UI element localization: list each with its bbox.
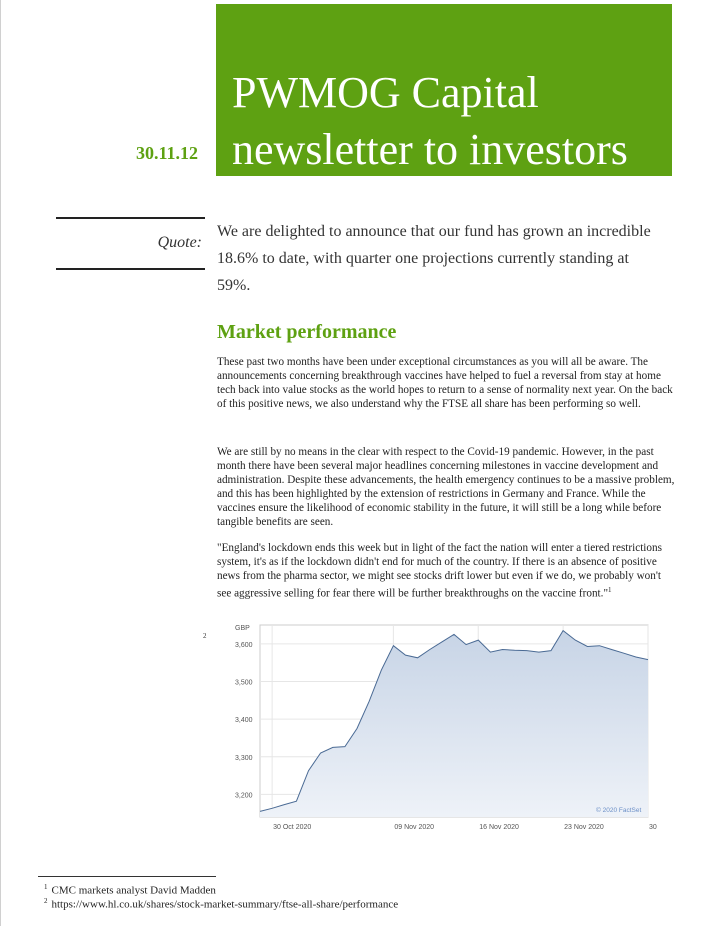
footnote-2 xyxy=(44,897,398,911)
footnote-2-marker: 2 xyxy=(44,897,48,905)
page-border xyxy=(0,0,1,926)
paragraph-2: We are still by no means in the clear with respect to the Covid-19 pandemic. However, in the past month there have been several major headlines concerning milestones in vaccine development and administration. Despite these advancements, the health emergency continues to be a massive problem, and this has been highlighted by the extension of restrictions in Germany and France. While the vaccines ensure the likelihood of economic stability in the future, it will still be a long while before tangible benefits are seen. xyxy=(217,446,675,528)
title-line-1: PWMOG Capital xyxy=(232,68,539,117)
paragraph-1: These past two months have been under exceptional circumstances as you will all be aware. The announcements concerning breakthrough vaccines have helped to fuel a reversal from stay at home tech back into value stocks as the world hopes to return to a sense of normality next year. On the back of this positive news, we also understand why the FTSE all share has been performing so well. xyxy=(217,356,673,410)
quote-label: Quote: xyxy=(157,234,202,251)
footnote-rule xyxy=(38,876,216,877)
footnote-1-marker: 1 xyxy=(44,883,48,891)
factset-watermark: © 2020 FactSet xyxy=(596,807,642,814)
y-tick-label: 3,500 xyxy=(235,679,253,687)
ftse-chart xyxy=(200,620,660,840)
newsletter-date: 30.11.12 xyxy=(136,143,199,163)
x-tick-label: 30 xyxy=(649,824,657,831)
header-banner xyxy=(216,4,672,176)
quote-text: We are delighted to announce that our fund has grown an incredible 18.6% to date, with quarter one projections currently standing at 59%. xyxy=(217,223,651,294)
analyst-quote-paragraph xyxy=(217,541,675,601)
y-tick-label: 3,400 xyxy=(235,717,253,725)
y-axis-unit: GBP xyxy=(235,625,250,632)
x-tick-label: 09 Nov 2020 xyxy=(394,824,435,831)
x-tick-label: 16 Nov 2020 xyxy=(479,824,519,831)
footnote-ref-1[interactable]: 1 xyxy=(608,586,612,594)
footnote-1 xyxy=(44,883,216,897)
section-heading: Market performance xyxy=(217,321,397,343)
newsletter-title xyxy=(232,64,664,178)
footnote-2-text[interactable]: https://www.hl.co.uk/shares/stock-market-summary/ftse-all-share/performance xyxy=(51,898,399,911)
quote-rule-top xyxy=(56,217,205,219)
footnote-ref-2[interactable]: 2 xyxy=(203,632,207,640)
title-line-2: newsletter to investors xyxy=(232,125,628,174)
footnote-1-text: CMC markets analyst David Madden xyxy=(51,884,216,897)
analyst-quote-text: "England's lockdown ends this week but in light of the fact the nation will enter a tiered restrictions system, it's as if the lockdown didn't end for much of the country. If there is an absence of positive news from the pharma sector, we might see stocks drift lower but even if we do, we probably won't see aggressive selling for fear there will be further breakthroughs on the vaccine front." xyxy=(217,542,662,600)
y-tick-label: 3,300 xyxy=(235,754,253,762)
x-tick-label: 23 Nov 2020 xyxy=(564,824,604,831)
x-tick-label: 30 Oct 2020 xyxy=(273,824,312,831)
quote-rule-bottom xyxy=(56,268,205,270)
y-tick-label: 3,200 xyxy=(235,792,253,800)
chart-svg xyxy=(200,620,660,840)
y-tick-label: 3,600 xyxy=(235,641,253,649)
